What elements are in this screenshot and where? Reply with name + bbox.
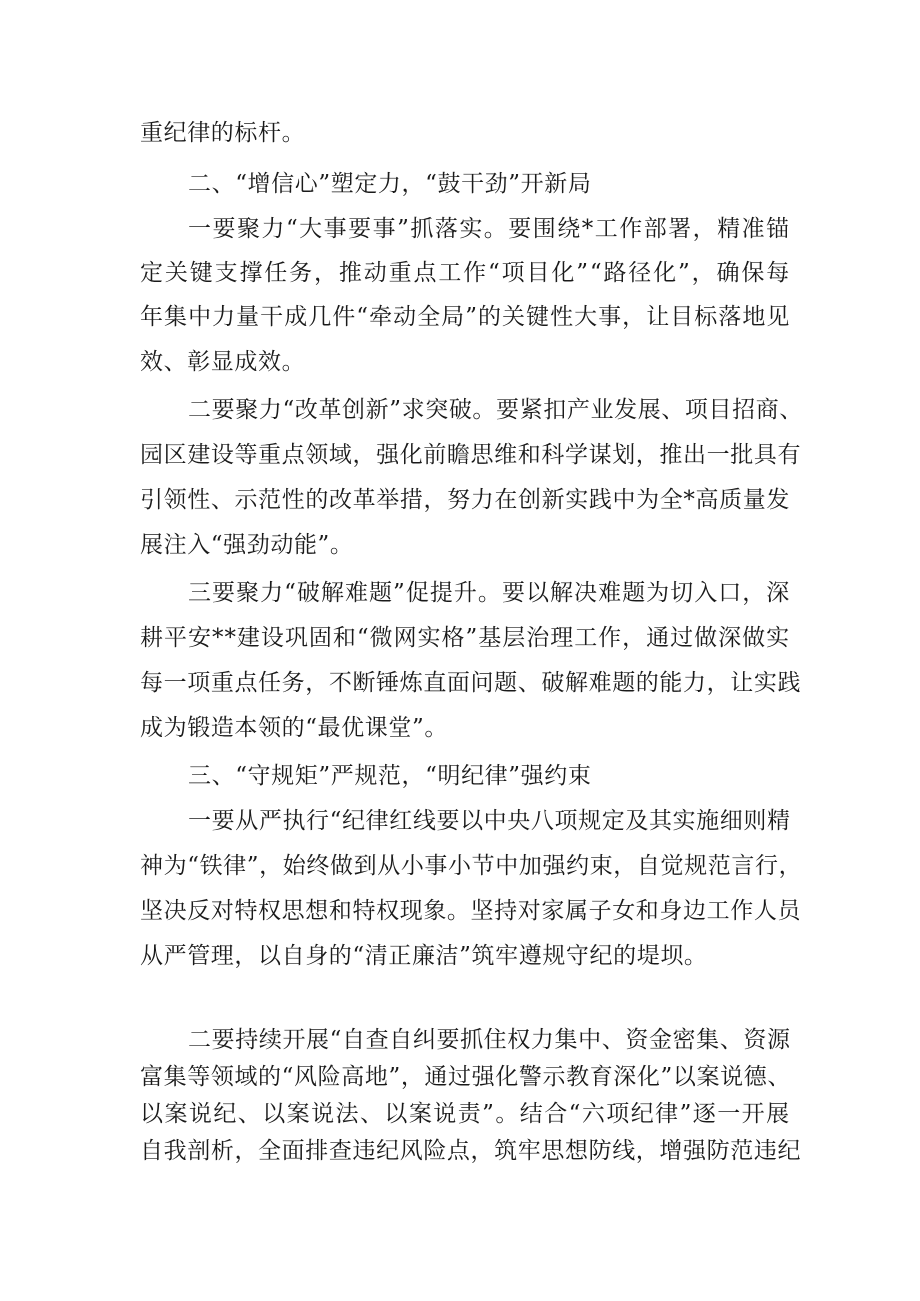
s2-p3-line-4: 成为锻造本领的“最优课堂”。 — [140, 715, 448, 741]
section-two-heading: 二、“增信心”塑定力，“鼓干劲”开新局 — [188, 171, 592, 197]
s2-p3-line-3: 每 一 项 重 点 任 务 ， 不 断 锤 炼 直 面 问 题 、 破 解 难 题 的 能 力 ， 让 实 践 — [140, 670, 802, 696]
section-three-heading: 三、“守规矩”严规范，“明纪律”强约束 — [188, 763, 592, 789]
s2-p1-line-4: 效、彰显成效。 — [140, 349, 306, 375]
s3-p1-line-3: 坚 决 反 对 特 权 思 想 和 特 权 现 象 。 坚 持 对 家 属 子 女 和 身 边 工 作 人 员 — [140, 898, 802, 924]
s3-p2-line-3: 以 案 说 纪 、 以 案 说 法 、 以 案 说 责 ” 。 结 合 “ 六 项 纪 律 ” 逐 一 开 展 — [140, 1101, 790, 1127]
s2-p2-line-4: 展注入“强劲动能”。 — [140, 532, 354, 558]
s3-p2-line-2: 富 集 等 领 域 的 “ 风 险 高 地 ” ， 通 过 强 化 警 示 教 育 深 化 ” 以 案 说 德 、 — [140, 1064, 791, 1090]
s2-p1-line-2: 定 关 键 支 撑 任 务 ， 推 动 重 点 工 作 “ 项 目 化 ” “ 路 径 化 ” ， 确 保 每 — [140, 260, 790, 286]
s2-p3-line-1: 三 要 聚 力 “ 破 解 难 题 ” 促 提 升 。 要 以 解 决 难 题 为 切 入 口 ， 深 — [188, 580, 790, 606]
s2-p3-line-2: 耕 平 安 * * 建 设 巩 固 和 “ 微 网 实 格 ” 基 层 治 理 工 作 ， 通 过 做 深 做 实 — [140, 625, 790, 651]
s3-p2-line-1: 二 要 持 续 开 展 “ 自 查 自 纠 要 抓 住 权 力 集 中 、 资 金 密 集 、 资 源 — [188, 1027, 791, 1053]
s3-p1-line-2: 神 为 “ 铁 律 ” ， 始 终 做 到 从 小 事 小 节 中 加 强 约 束 ， 自 觉 规 范 言 行 ， — [140, 853, 803, 879]
continuation-line: 重纪律的标杆。 — [140, 120, 306, 146]
s2-p2-line-2: 园 区 建 设 等 重 点 领 域 ， 强 化 前 瞻 思 维 和 科 学 谋 划 ， 推 出 一 批 具 有 — [140, 442, 802, 468]
s3-p1-line-4: 从严管理，以自身的“清正廉洁”筑牢遵规守纪的堤坝。 — [140, 943, 708, 969]
s2-p2-line-3: 引 领 性 、 示 范 性 的 改 革 举 措 ， 努 力 在 创 新 实 践 中 为 全 * 高 质 量 发 — [140, 487, 790, 513]
s2-p1-line-1: 一 要 聚 力 “ 大 事 要 事 ” 抓 落 实 。 要 围 绕 * 工 作 部 署 ， 精 准 锚 — [188, 216, 790, 242]
s3-p1-line-1: 一 要 从 严 执 行 “ 纪 律 红 线 要 以 中 央 八 项 规 定 及 其 实 施 细 则 精 — [188, 808, 791, 834]
s3-p2-line-4: 自 我 剖 析 ， 全 面 排 查 违 纪 风 险 点 ， 筑 牢 思 想 防 线 ， 增 强 防 范 违 纪 — [140, 1138, 802, 1164]
s2-p1-line-3: 年 集 中 力 量 干 成 几 件 “ 牵 动 全 局 ” 的 关 键 性 大 事 ， 让 目 标 落 地 见 — [140, 304, 790, 330]
s2-p2-line-1: 二 要 聚 力 “ 改 革 创 新 ” 求 突 破 。 要 紧 扣 产 业 发 展 、 项 目 招 商 、 — [188, 397, 803, 423]
